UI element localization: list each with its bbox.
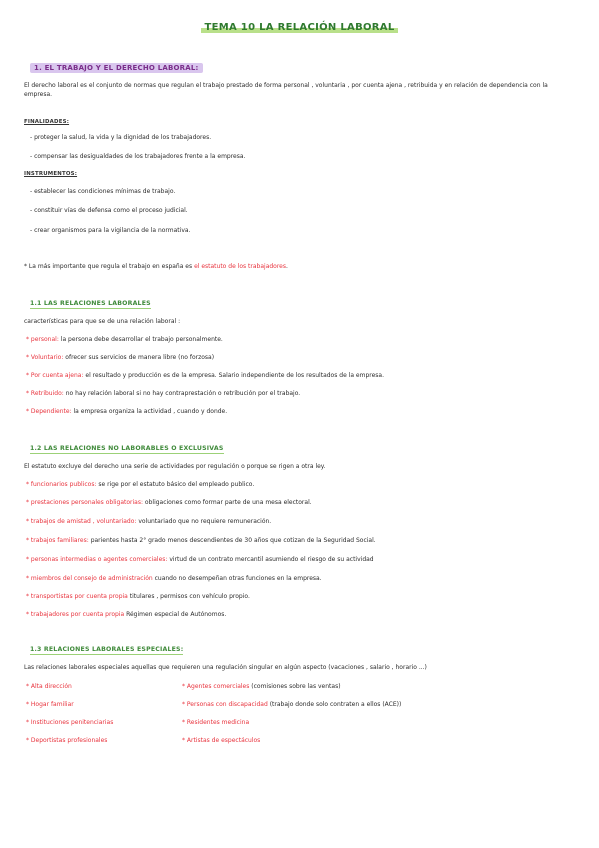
section-1-heading: 1. EL TRABAJO Y EL DERECHO LABORAL: — [30, 63, 203, 73]
item-text: ofrecer sus servicios de manera libre (no forzosa) — [65, 354, 215, 361]
instrumento-item: - constituir vías de defensa como el proceso judicial. — [30, 207, 188, 214]
item-text: la persona debe desarrollar el trabajo personalmente. — [60, 336, 223, 343]
list-item: * funcionarios publicos: se rige por el estatuto básico del empleado publico. — [26, 481, 255, 488]
special-right-item — [182, 701, 401, 709]
item-term: personas intermedias o agentes comerciales: — [30, 556, 168, 563]
special-left-item: * Alta dirección — [26, 683, 72, 690]
item-text: titulares , permisos con vehículo propio. — [129, 593, 250, 600]
statute-note-end: . — [286, 263, 288, 270]
item-term: Por cuenta ajena: — [30, 372, 84, 379]
statute-note-highlight: el estatuto de los trabajadores — [194, 263, 286, 270]
item-text: (comisiones sobre las ventas) — [251, 683, 341, 690]
special-left-item: * Deportistas profesionales — [26, 737, 108, 744]
item-term: Dependiente: — [30, 408, 72, 415]
item-text: cuando no desempeñan otras funciones en la empresa. — [154, 575, 322, 582]
section-1-3-intro: Las relaciones laborales especiales aquellas que requieren una regulación singular en algún aspecto (vacaciones , salario , horario ...) — [24, 664, 427, 671]
finalidades-label: FINALIDADES: — [24, 119, 70, 125]
item-term: * Personas con discapacidad — [182, 701, 268, 708]
list-item: * prestaciones personales obligatorias: obligaciones como formar parte de una mesa electoral. — [26, 499, 312, 506]
list-item: * Por cuenta ajena: el resultado y producción es de la empresa. Salario independiente de los resultados de la empresa. — [26, 372, 384, 379]
list-item: * transportistas por cuenta propia titulares , permisos con vehículo propio. — [26, 593, 250, 600]
finalidad-item: - proteger la salud, la vida y la dignidad de los trabajadores. — [30, 134, 212, 141]
item-term: funcionarios publicos: — [30, 481, 97, 488]
finalidad-item: - compensar las desigualdades de los trabajadores frente a la empresa. — [30, 153, 246, 160]
statute-note — [24, 263, 584, 272]
list-item: * miembros del consejo de administración cuando no desempeñan otras funciones en la empresa. — [26, 575, 322, 582]
item-term: Voluntario: — [30, 354, 64, 361]
item-term: Retribuido: — [30, 390, 64, 397]
item-term: * Agentes comerciales — [182, 683, 250, 690]
item-text: no hay relación laboral si no hay contraprestación o retribución por el trabajo. — [65, 390, 301, 397]
section-1-3-heading: 1.3 RELACIONES LABORALES ESPECIALES: — [30, 646, 184, 653]
page-title — [0, 22, 599, 33]
list-item: * trabajos familiares: parientes hasta 2° grado menos descendientes de 30 años que cotizan de la Seguridad Social. — [26, 537, 376, 544]
list-item: * personas intermedias o agentes comerciales: virtud de un contrato mercantil asumiendo el riesgo de su actividad — [26, 556, 374, 563]
page-title-text: TEMA 10 LA RELACIÓN LABORAL — [201, 22, 397, 33]
item-term: personal: — [30, 336, 59, 343]
item-text: la empresa organiza la actividad , cuando y donde. — [73, 408, 228, 415]
section-1-2-intro: El estatuto excluye del derecho una serie de actividades por regulación o porque se rigen a otra ley. — [24, 463, 326, 470]
section-1-1-heading: 1.1 LAS RELACIONES LABORALES — [30, 300, 151, 307]
list-item: * trabajadores por cuenta propia Régimen especial de Autónomos. — [26, 611, 227, 618]
special-right-item — [182, 737, 260, 745]
item-text: parientes hasta 2° grado menos descendientes de 30 años que cotizan de la Seguridad Social. — [90, 537, 376, 544]
list-item: * personal: la persona debe desarrollar el trabajo personalmente. — [26, 336, 223, 343]
item-text: voluntariado que no requiere remuneración. — [138, 518, 272, 525]
special-right-item — [182, 683, 341, 691]
list-item: * Voluntario: ofrecer sus servicios de manera libre (no forzosa) — [26, 354, 215, 361]
list-item: * Dependiente: la empresa organiza la actividad , cuando y donde. — [26, 408, 228, 415]
item-text: virtud de un contrato mercantil asumiendo el riesgo de su actividad — [169, 556, 374, 563]
item-term: transportistas por cuenta propia — [30, 593, 128, 600]
item-text: obligaciones como formar parte de una mesa electoral. — [144, 499, 312, 506]
instrumento-item: - establecer las condiciones mínimas de trabajo. — [30, 188, 176, 195]
statute-note-text: * La más importante que regula el trabajo en españa es — [24, 263, 193, 270]
item-term: prestaciones personales obligatorias: — [30, 499, 143, 506]
instrumentos-label: INSTRUMENTOS: — [24, 171, 78, 177]
section-1-1-intro: características para que se de una relación laboral : — [24, 318, 181, 325]
special-left-item: * Instituciones penitenciarias — [26, 719, 114, 726]
definition-text: El derecho laboral es el conjunto de normas que regulan el trabajo prestado de forma personal , voluntaria , por cuenta ajena , retribuida y en relación de dependencia con la empresa. — [24, 82, 548, 98]
special-right-item — [182, 719, 249, 727]
instrumento-item: - crear organismos para la vigilancia de la normativa. — [30, 227, 191, 234]
item-term: trabajos de amistad , voluntariado: — [30, 518, 137, 525]
item-text: Régimen especial de Autónomos. — [126, 611, 227, 618]
item-term: trabajadores por cuenta propia — [30, 611, 125, 618]
special-left-item: * Hogar familiar — [26, 701, 74, 708]
list-item: * trabajos de amistad , voluntariado: voluntariado que no requiere remuneración. — [26, 518, 272, 525]
list-item: * Retribuido: no hay relación laboral si no hay contraprestación o retribución por el trabajo. — [26, 390, 301, 397]
item-text: (trabajo donde solo contraten a ellos (ACE)) — [269, 701, 402, 708]
item-term: * Artistas de espectáculos — [182, 737, 261, 744]
item-text: se rige por el estatuto básico del empleado publico. — [98, 481, 255, 488]
item-term: miembros del consejo de administración — [30, 575, 153, 582]
item-term: * Residentes medicina — [182, 719, 250, 726]
section-1-2-heading: 1.2 LAS RELACIONES NO LABORABLES O EXCLUSIVAS — [30, 445, 224, 452]
item-text: el resultado y producción es de la empresa. Salario independiente de los resultados de la empresa. — [85, 372, 384, 379]
item-term: trabajos familiares: — [30, 537, 89, 544]
